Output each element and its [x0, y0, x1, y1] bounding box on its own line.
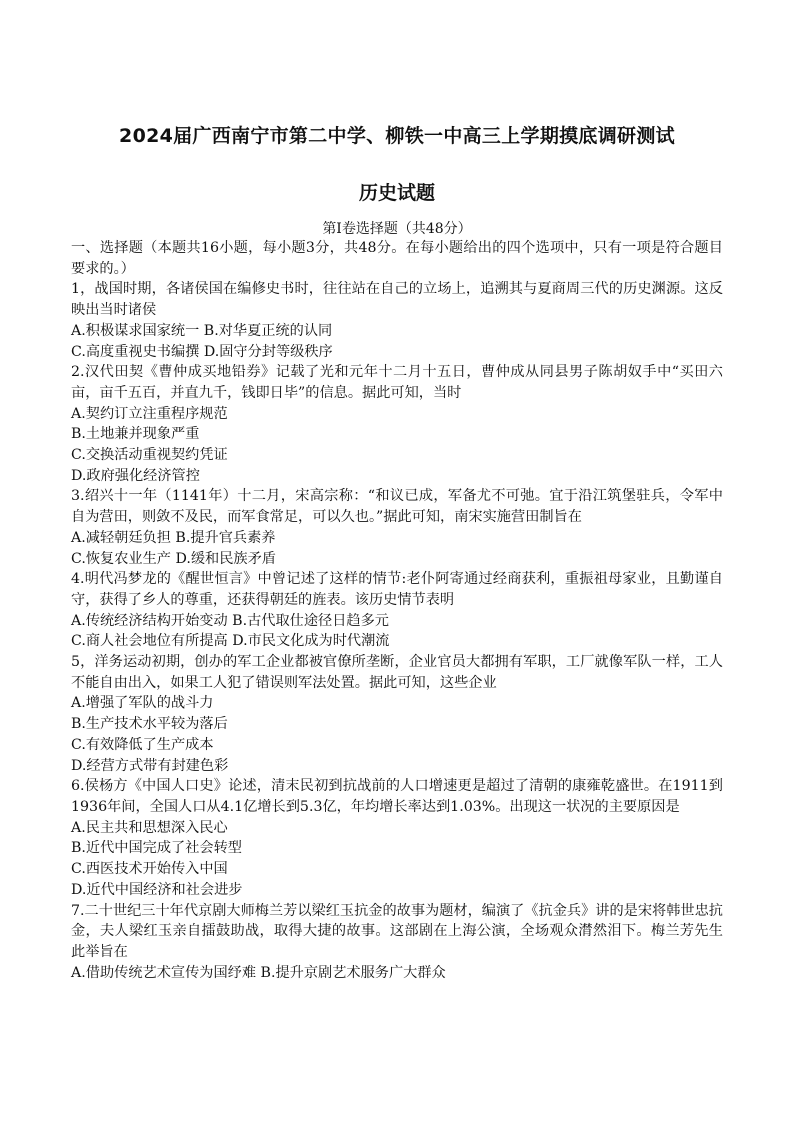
- option-line: A.民主共和思想深入民心: [71, 819, 228, 836]
- option-line: A.借助传统艺术宣传为国纾难 B.提升京剧艺术服务广大群众: [71, 964, 446, 981]
- question-2: [71, 362, 723, 486]
- option-line: C.商人社会地位有所提高 D.市民文化成为时代潮流: [71, 633, 390, 650]
- option-line: C.恢复农业生产 D.缓和民族矛盾: [71, 550, 276, 567]
- option-line: B.近代中国完成了社会转型: [71, 840, 242, 857]
- option-line: B.生产技术水平较为落后: [71, 716, 228, 733]
- option-line: C.有效降低了生产成本: [71, 736, 214, 753]
- option-line: A.增强了军队的战斗力: [71, 695, 214, 712]
- section-header: 第I卷选择题（共48分）: [322, 221, 472, 237]
- question-5: [71, 652, 723, 776]
- question-3: [71, 486, 723, 569]
- option-line: D.经营方式带有封建色彩: [71, 757, 229, 774]
- question-1: [71, 279, 723, 362]
- option-line: A.传统经济结构开始变动 B.古代取仕途径日趋多元: [71, 612, 389, 629]
- instructions: 一、选择题（本题共16小题，每小题3分，共48分。在每小题给出的四个选项中，只有一项是符合题目要求的。）: [71, 240, 723, 277]
- option-line: C.西医技术开始传入中国: [71, 861, 228, 878]
- option-line: D.政府强化经济管控: [71, 467, 200, 484]
- option-line: A.减轻朝廷负担 B.提升官兵素养: [71, 529, 276, 546]
- question-stem: 7.二十世纪三十年代京剧大师梅兰芳以梁红玉抗金的故事为题材，编演了《抗金兵》讲的是宋将韩世忠抗金，夫人梁红玉亲自擂鼓助战，取得大捷的故事。这部剧在上海公演，全场观众潸然泪下。梅兰芳先生此举旨在: [71, 902, 723, 960]
- question-stem: 4.明代冯梦龙的《醒世恒言》中曾记述了这样的情节:老仆阿寄通过经商获利，重振祖母家业，且勤谨自守，获得了乡人的尊重，还获得朝廷的旌表。该历史情节表明: [71, 571, 723, 608]
- exam-subtitle: 历史试题: [358, 182, 435, 204]
- option-line: A.契约订立注重程序规范: [71, 405, 228, 422]
- option-line: C.高度重视史书编撰 D.固守分封等级秩序: [71, 343, 333, 360]
- option-line: A.积极谋求国家统一 B.对华夏正统的认同: [71, 322, 333, 339]
- option-line: B.土地兼并现象严重: [71, 426, 200, 443]
- question-stem: 3.绍兴十一年（1141年）十二月，宋高宗称：“和议已成，军备尤不可弛。宜于沿江筑堡驻兵，令军中自为营田，则敛不及民，而军食常足，可以久也。”据此可知，南宋实施营田制旨在: [71, 488, 723, 526]
- option-line: C.交换活动重视契约凭证: [71, 447, 228, 464]
- question-6: [71, 776, 723, 900]
- question-stem: 1，战国时期，各诸侯国在编修史书时，往往站在自己的立场上，追溯其与夏商周三代的历史渊源。这反映出当时诸侯: [71, 281, 723, 319]
- question-stem: 6.侯杨方《中国人口史》论述，清末民初到抗战前的人口增速更是超过了清朝的康雍乾盛世。在1911到1936年间，全国人口从4.1亿增长到5.3亿，年均增长率达到1.03%。出现这一状况的主要原因是: [71, 778, 723, 815]
- question-4: [71, 569, 723, 652]
- option-line: D.近代中国经济和社会进步: [71, 881, 243, 898]
- question-stem: 2.汉代田契《曹仲成买地铅券》记载了光和元年十二月十五日，曹仲成从同县男子陈胡奴手中“买田六亩，亩千五百，并直九千，钱即日毕”的信息。据此可知，当时: [71, 364, 723, 401]
- question-stem: 5，洋务运动初期，创办的军工企业都被官僚所垄断，企业官员大都拥有军职，工厂就像军队一样，工人不能自由出入，如果工人犯了错误则军法处置。据此可知，这些企业: [71, 654, 723, 691]
- question-7: [71, 901, 723, 984]
- exam-content: [71, 238, 723, 983]
- exam-title: 2024届广西南宁市第二中学、柳铁一中高三上学期摸底调研测试: [119, 125, 675, 147]
